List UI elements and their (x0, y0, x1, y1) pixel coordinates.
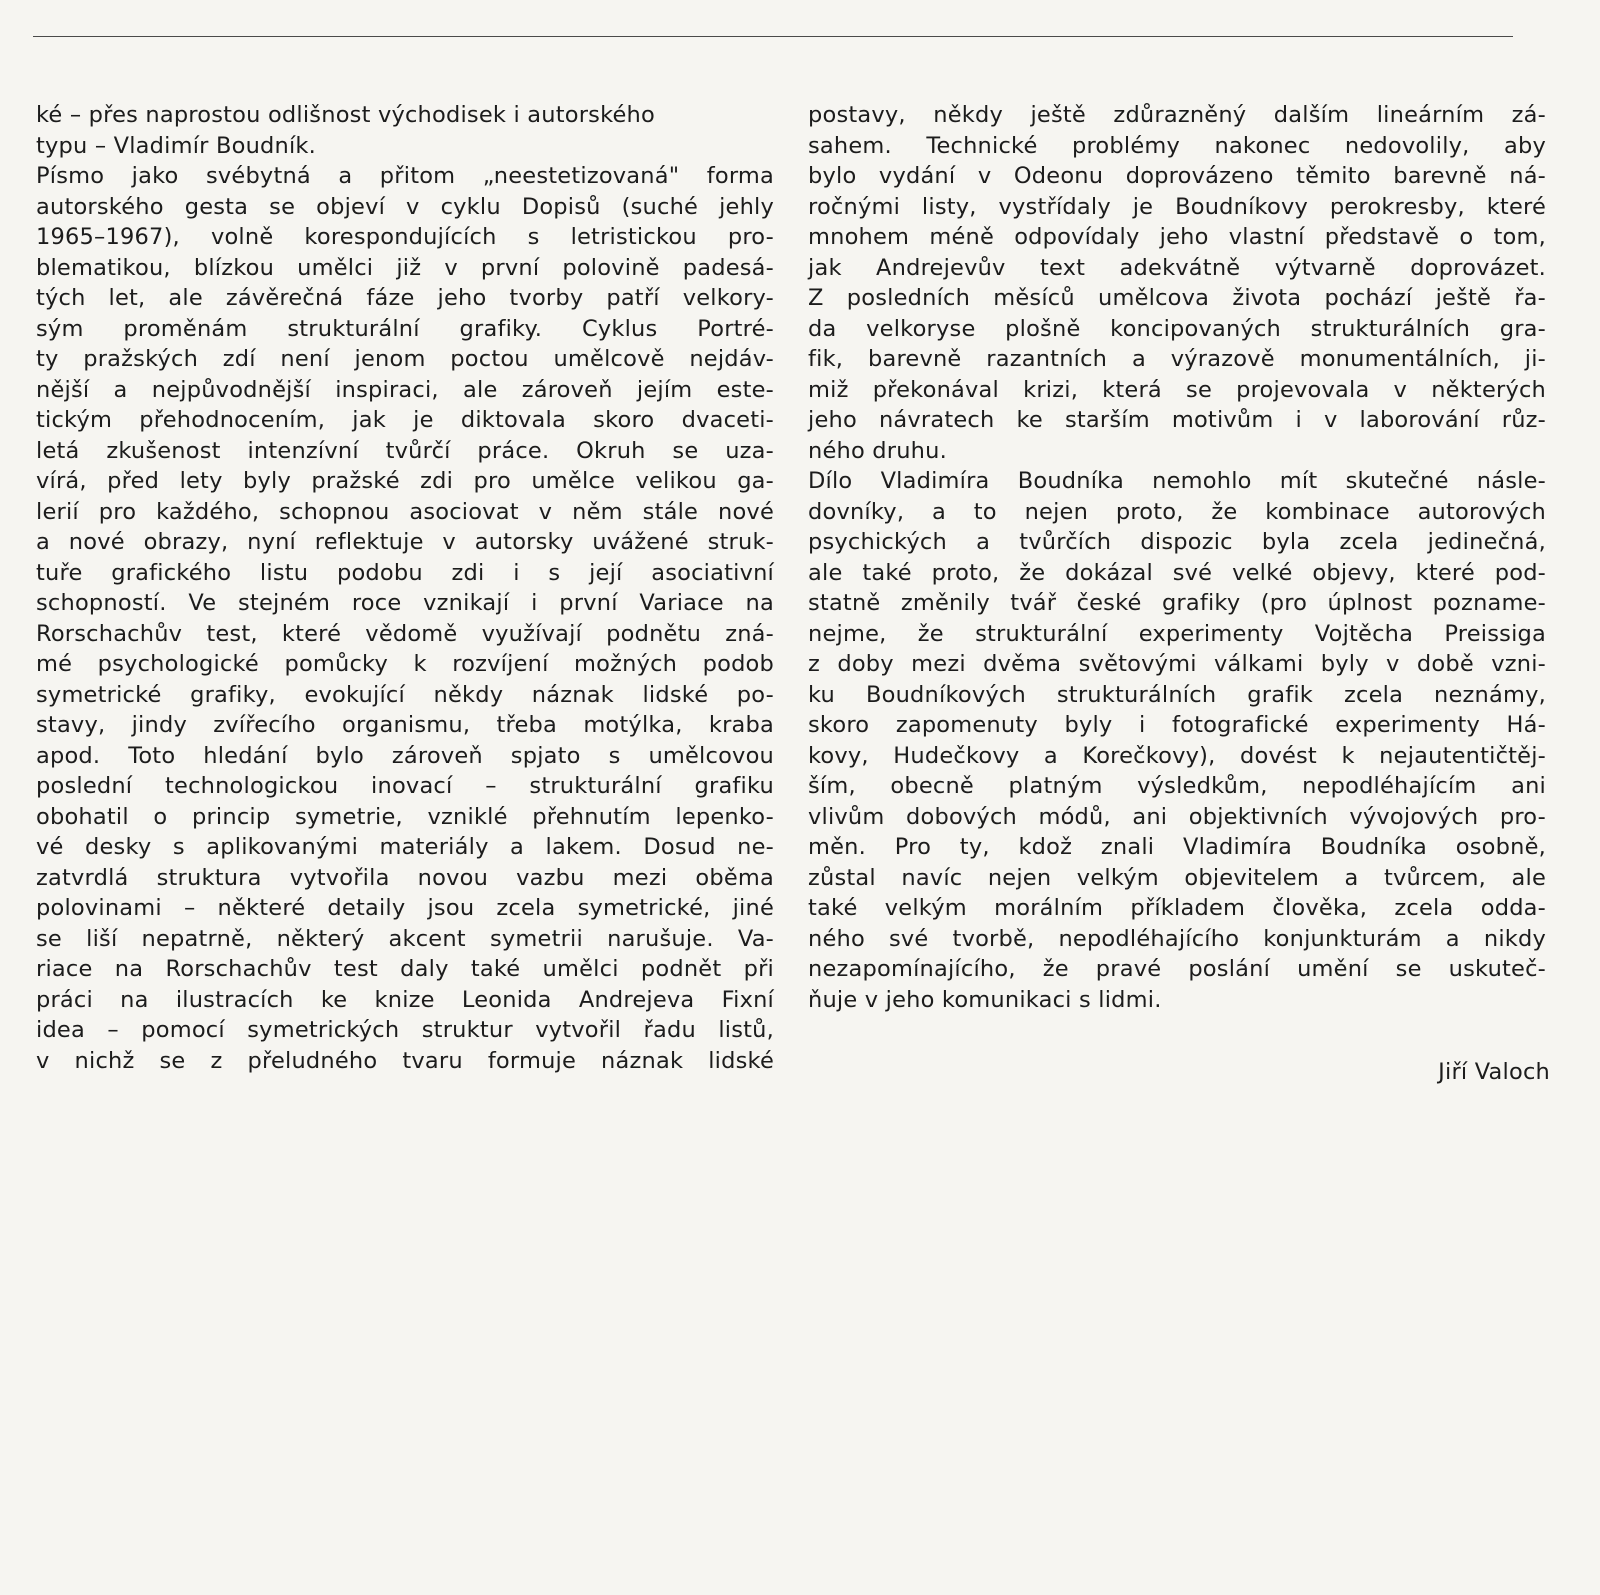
text-line: Z posledních měsíců umělcova života pochází ještě řa- (808, 285, 1546, 311)
right-text-column (808, 100, 1546, 1015)
text-line: kovy, Hudečkovy a Korečkovy), dovést k nejautentičtěj- (808, 742, 1546, 769)
text-line: typu – Vladimír Boudník. (36, 132, 317, 159)
text-line: polovinami – některé detaily jsou zcela symetrické, jiné (36, 895, 774, 921)
text-line: poslední technologickou inovací – strukturální grafiku (36, 773, 774, 799)
text-line: také velkým morálním příkladem člověka, zcela odda- (808, 895, 1546, 921)
top-rule (33, 36, 1513, 37)
text-line: vlivům dobových módů, ani objektivních vývojových pro- (808, 803, 1546, 830)
text-line: měn. Pro ty, kdož znali Vladimíra Boudníka osobně, (808, 834, 1546, 860)
text-line: se liší nepatrně, některý akcent symetrii narušuje. Va- (36, 925, 774, 952)
text-line: tuře grafického listu podobu zdi i s její asociativní (36, 559, 774, 586)
text-line: ňuje v jeho komunikaci s lidmi. (808, 986, 1162, 1013)
text-line: z doby mezi dvěma světovými válkami byly v době vzni- (808, 651, 1546, 677)
text-line: bylo vydání v Odeonu doprovázeno těmito barevně ná- (808, 163, 1546, 189)
text-line: práci na ilustracích ke knize Leonida Andrejeva Fixní (36, 986, 774, 1013)
text-line: mnohem méně odpovídaly jeho vlastní představě o tom, (808, 224, 1546, 250)
text-line: vírá, před lety byly pražské zdi pro umělce velikou ga- (36, 468, 774, 494)
text-line: ného druhu. (808, 437, 947, 464)
text-line: dovníky, a to nejen proto, že kombinace autorových (808, 498, 1546, 525)
text-line: statně změnily tvář české grafiky (pro úplnost pozname- (808, 590, 1546, 616)
text-line: blematikou, blízkou umělci již v první polovině padesá- (36, 254, 774, 281)
text-line: idea – pomocí symetrických struktur vytvořil řadu listů, (36, 1017, 774, 1043)
text-line: apod. Toto hledání bylo zároveň spjato s umělcovou (36, 742, 774, 769)
text-line: letá zkušenost intenzívní tvůrčí práce. Okruh se uza- (36, 437, 774, 464)
text-line: ším, obecně platným výsledkům, nepodléhajícím ani (808, 773, 1546, 799)
text-line: tickým přehodnocením, jak je diktovala skoro dvaceti- (36, 407, 774, 433)
text-line: ročnými listy, vystřídaly je Boudníkovy perokresby, které (808, 193, 1546, 220)
text-line: psychických a tvůrčích dispozic byla zcela jedinečná, (808, 529, 1546, 555)
left-text-column (36, 100, 774, 1076)
text-line: zatvrdlá struktura vytvořila novou vazbu mezi oběma (36, 864, 774, 891)
text-line: tých let, ale závěrečná fáze jeho tvorby patří velkory- (36, 285, 774, 311)
text-line: fik, barevně razantních a výrazově monumentálních, ji- (808, 346, 1546, 372)
text-line: da velkoryse plošně koncipovaných strukturálních gra- (808, 315, 1546, 342)
text-line: a nové obrazy, nyní reflektuje v autorsky uvážené struk- (36, 529, 774, 555)
text-line: miž překonával krizi, která se projevovala v některých (808, 376, 1546, 403)
text-line: jeho návratech ke starším motivům i v laborování růz- (808, 407, 1546, 433)
text-line: vé desky s aplikovanými materiály a lakem. Dosud ne- (36, 834, 774, 860)
text-line: nejme, že strukturální experimenty Vojtěcha Preissiga (808, 620, 1546, 647)
text-line: riace na Rorschachův test daly také umělci podnět při (36, 956, 774, 982)
text-line: ale také proto, že dokázal své velké objevy, které pod- (808, 559, 1546, 586)
text-line: zůstal navíc nejen velkým objevitelem a tvůrcem, ale (808, 864, 1546, 891)
text-line: nezapomínajícího, že pravé poslání umění se uskuteč- (808, 956, 1546, 982)
text-line: stavy, jindy zvířecího organismu, třeba motýlka, kraba (36, 712, 774, 738)
text-line: obohatil o princip symetrie, vzniklé přehnutím lepenko- (36, 803, 774, 830)
text-line: 1965–1967), volně korespondujících s letristickou pro- (36, 224, 774, 250)
text-line: sým proměnám strukturální grafiky. Cyklus Portré- (36, 315, 774, 342)
text-line: postavy, někdy ještě zdůrazněný dalším lineárním zá- (808, 102, 1546, 128)
text-line: ného své tvorbě, nepodléhajícího konjunkturám a nikdy (808, 925, 1546, 952)
text-line: ty pražských zdí není jenom poctou umělcově nejdáv- (36, 346, 774, 372)
text-line: nější a nejpůvodnější inspiraci, ale zároveň jejím este- (36, 376, 774, 403)
text-line: v nichž se z přeludného tvaru formuje náznak lidské (36, 1047, 774, 1074)
text-line: schopností. Ve stejném roce vznikají i první Variace na (36, 590, 774, 616)
text-line: mé psychologické pomůcky k rozvíjení možných podob (36, 651, 774, 677)
author-signature: Jiří Valoch (1438, 1059, 1550, 1085)
text-line: Písmo jako svébytná a přitom „neestetizovaná" forma (36, 163, 774, 189)
text-line: sahem. Technické problémy nakonec nedovolily, aby (808, 132, 1546, 159)
text-line: symetrické grafiky, evokující někdy náznak lidské po- (36, 681, 774, 708)
text-line: ké – přes naprostou odlišnost východisek i autorského (36, 102, 655, 128)
text-line: Rorschachův test, které vědomě využívají podnětu zná- (36, 620, 774, 647)
text-line: lerií pro každého, schopnou asociovat v něm stále nové (36, 498, 774, 525)
text-line: skoro zapomenuty byly i fotografické experimenty Há- (808, 712, 1546, 738)
text-line: ku Boudníkových strukturálních grafik zcela neznámy, (808, 681, 1546, 708)
text-line: Dílo Vladimíra Boudníka nemohlo mít skutečné násle- (808, 468, 1546, 494)
text-line: jak Andrejevův text adekvátně výtvarně doprovázet. (808, 254, 1546, 281)
text-line: autorského gesta se objeví v cyklu Dopisů (suché jehly (36, 193, 774, 220)
